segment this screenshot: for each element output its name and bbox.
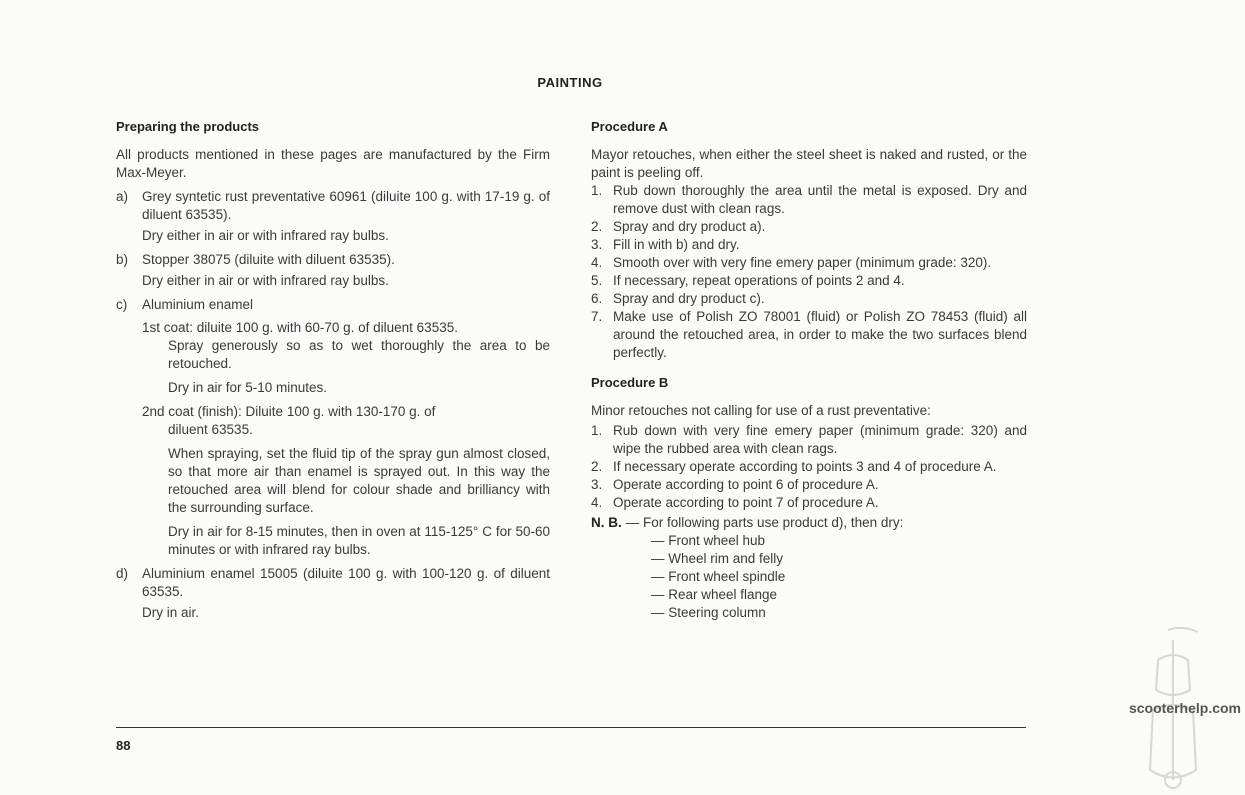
- list-item: — Front wheel hub: [651, 533, 766, 548]
- item-label: c): [116, 297, 128, 312]
- product-item-b: [116, 251, 550, 269]
- list-item: — Steering column: [651, 605, 766, 620]
- item-text: Aluminium enamel: [142, 297, 254, 312]
- second-coat-diluent: diluent 63535.: [168, 422, 253, 437]
- step-number: 1.: [591, 183, 603, 198]
- list-item: [591, 272, 1027, 290]
- section-heading-procedure-a: Procedure A: [591, 119, 668, 134]
- item-d-dry: Dry in air.: [142, 605, 200, 620]
- list-item: — Wheel rim and felly: [651, 551, 784, 566]
- procedure-b-intro: Minor retouches not calling for use of a rust preventative:: [591, 403, 931, 418]
- second-coat-spray: When spraying, set the fluid tip of the spray gun almost closed, so that more air than enamel is sprayed out. In this way the retouched area will blend for colour shade and brilliancy with the surrounding surface.: [168, 446, 550, 515]
- second-coat-dry: Dry in air for 8-15 minutes, then in oven at 115-125° C for 50-60 minutes or with infrared ray bulbs.: [168, 524, 550, 557]
- left-column: [116, 118, 550, 628]
- footer-rule: [116, 727, 1026, 728]
- step-text: Rub down with very fine emery paper (minimum grade: 320) and wipe the rubbed area with clean rags.: [613, 423, 1027, 456]
- parts-list: [591, 532, 1027, 622]
- item-label: b): [116, 252, 129, 267]
- step-number: 3.: [591, 237, 603, 252]
- item-text: Grey syntetic rust preventative 60961 (diluite 100 g. with 17-19 g. of diluent 63535).: [142, 189, 550, 222]
- nb-text: — For following parts use product d), then dry:: [625, 515, 904, 530]
- second-coat-line: 2nd coat (finish): Diluite 100 g. with 130-170 g. of: [142, 404, 436, 419]
- right-column: [591, 118, 1027, 622]
- step-text: Make use of Polish ZO 78001 (fluid) or Polish ZO 78453 (fluid) all around the retouched area, in order to make the two surfaces blend perfectly.: [613, 309, 1027, 360]
- list-item: [591, 182, 1027, 218]
- list-item: [591, 308, 1027, 362]
- step-text: Smooth over with very fine emery paper (minimum grade: 320).: [613, 255, 992, 270]
- step-text: If necessary operate according to points 3 and 4 of procedure A.: [613, 459, 997, 474]
- list-item: [591, 236, 1027, 254]
- page-number: 88: [116, 738, 131, 753]
- step-text: If necessary, repeat operations of points 2 and 4.: [613, 273, 905, 288]
- product-item-c: [116, 296, 550, 314]
- step-number: 3.: [591, 477, 603, 492]
- list-item: [591, 494, 1027, 512]
- step-number: 2.: [591, 219, 603, 234]
- step-text: Spray and dry product a).: [613, 219, 766, 234]
- nota-bene: [591, 514, 1027, 532]
- list-item: [591, 254, 1027, 272]
- product-item-a: [116, 188, 550, 224]
- first-coat-line: 1st coat: diluite 100 g. with 60-70 g. of diluent 63535.: [142, 320, 458, 335]
- first-coat-spray: Spray generously so as to wet thoroughly the area to be retouched.: [168, 338, 550, 371]
- list-item: [591, 218, 1027, 236]
- step-text: Spray and dry product c).: [613, 291, 765, 306]
- item-a-dry: Dry either in air or with infrared ray bulbs.: [142, 228, 389, 243]
- list-item: [591, 422, 1027, 458]
- step-number: 4.: [591, 255, 603, 270]
- item-text: Stopper 38075 (diluite with diluent 63535).: [142, 252, 395, 267]
- product-item-d: [116, 565, 550, 601]
- step-text: Rub down thoroughly the area until the metal is exposed. Dry and remove dust with clean rags.: [613, 183, 1027, 216]
- step-number: 7.: [591, 309, 603, 324]
- step-number: 6.: [591, 291, 603, 306]
- step-number: 2.: [591, 459, 603, 474]
- list-item: [591, 476, 1027, 494]
- site-watermark: scooterhelp.com: [1128, 700, 1241, 716]
- list-item: [591, 458, 1027, 476]
- page-title: PAINTING: [537, 75, 603, 90]
- procedure-a-intro: Mayor retouches, when either the steel sheet is naked and rusted, or the paint is peeling off.: [591, 147, 1027, 180]
- step-text: Operate according to point 7 of procedure A.: [613, 495, 879, 510]
- first-coat-dry: Dry in air for 5-10 minutes.: [168, 380, 328, 395]
- step-number: 1.: [591, 423, 603, 438]
- item-label: a): [116, 189, 129, 204]
- item-label: d): [116, 566, 129, 581]
- nb-label: N. B.: [591, 515, 622, 530]
- list-item: — Front wheel spindle: [651, 569, 786, 584]
- list-item: [591, 290, 1027, 308]
- list-item: — Rear wheel flange: [651, 587, 778, 602]
- procedure-b-steps: [591, 422, 1027, 512]
- item-b-dry: Dry either in air or with infrared ray bulbs.: [142, 273, 389, 288]
- step-text: Fill in with b) and dry.: [613, 237, 740, 252]
- step-number: 4.: [591, 495, 603, 510]
- step-number: 5.: [591, 273, 603, 288]
- item-text: Aluminium enamel 15005 (diluite 100 g. with 100-120 g. of diluent 63535.: [142, 566, 550, 599]
- section-heading-procedure-b: Procedure B: [591, 375, 669, 390]
- section-heading-preparing: Preparing the products: [116, 119, 260, 134]
- procedure-a-steps: [591, 182, 1027, 362]
- step-text: Operate according to point 6 of procedure A.: [613, 477, 879, 492]
- intro-paragraph: All products mentioned in these pages are manufactured by the Firm Max-Meyer.: [116, 147, 550, 180]
